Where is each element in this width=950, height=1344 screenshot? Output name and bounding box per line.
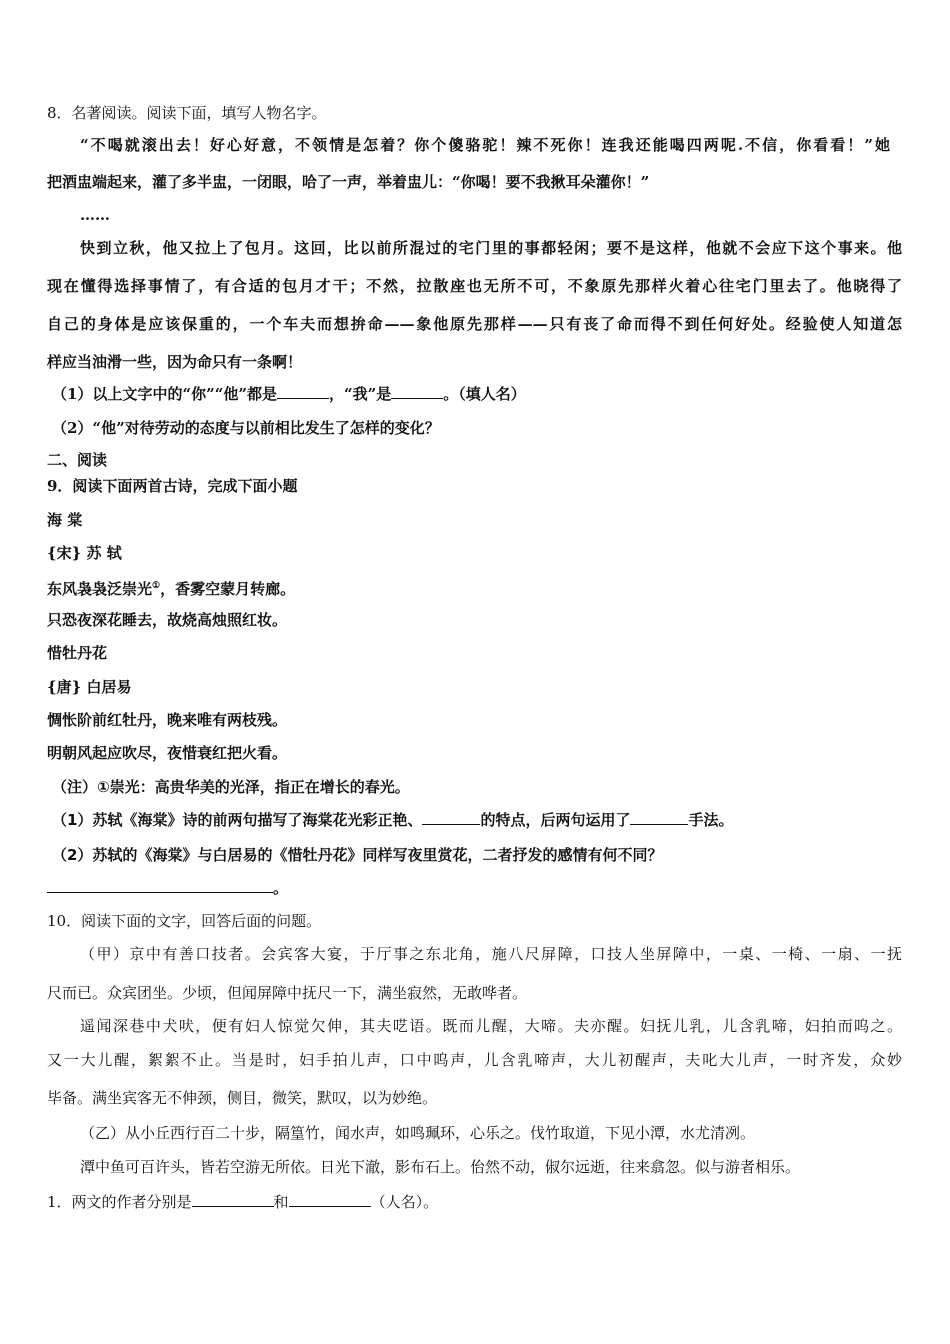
section-heading: 二、阅读 — [47, 451, 108, 469]
q9-subquestion-2: （2）苏轼的《海棠》与白居易的《惜牡丹花》同样写夜里赏花，二者抒发的感情有何不同？ — [52, 846, 663, 864]
answer-blank[interactable] — [422, 810, 480, 825]
q9-answer-line[interactable]: 。 — [47, 878, 288, 898]
q8-paragraph1-line1: “不喝就滚出去！好心好意，不领情是怎着？你个傻骆驼！辣不死你！连我还能喝四两呢.不信，你看看！”她 — [80, 136, 890, 154]
answer-blank[interactable] — [192, 1192, 274, 1207]
q8-paragraph2-line3: 自己的身体是应该保重的，一个车夫而想拚命——象他原先那样——只有丧了命而得不到任何好处。经验使人知道怎 — [47, 315, 902, 333]
poem1-author: {宋} 苏 轼 — [47, 544, 122, 562]
q10-passage-a-line4: 又一大儿醒，絮絮不止。当是时，妇手拍儿声，口中呜声，儿含乳啼声，大儿初醒声，夫叱大儿声，一时齐发，众妙 — [47, 1051, 902, 1069]
answer-blank[interactable] — [277, 384, 329, 399]
q9-subquestion-1: （1）苏轼《海棠》诗的前两句描写了海棠花光彩正艳、 的特点，后两句运用了 手法。 — [52, 811, 734, 829]
q10-passage-a-line1: （甲）京中有善口技者。会宾客大宴，于厅事之东北角，施八尺屏障，口技人坐屏障中，一桌、一椅、一扇、一抚 — [80, 945, 902, 963]
q8-paragraph2-line4: 样应当油滑一些，因为命只有一条啊！ — [47, 353, 303, 371]
q8-ellipsis: …… — [80, 206, 110, 224]
q8-paragraph2-line1: 快到立秋，他又拉上了包月。这回，比以前所混过的宅门里的事都轻闲；要不是这样，他就不会应下这个事来。他 — [80, 239, 902, 257]
poem2-title: 惜牡丹花 — [47, 644, 108, 662]
q10-passage-b-line2: 潭中鱼可百许头，皆若空游无所依。日光下澈，影布石上。佁然不动，俶尔远逝，往来翕忽。似与游者相乐。 — [80, 1158, 801, 1176]
q8-paragraph1-line2: 把酒盅端起来，灌了多半盅，一闭眼，哈了一声，举着盅儿：“你喝！要不我揪耳朵灌你！” — [47, 173, 650, 191]
q9-title: 9．阅读下面两首古诗，完成下面小题 — [47, 477, 298, 495]
answer-blank[interactable] — [391, 384, 443, 399]
footnote-mark: ① — [152, 581, 161, 591]
poem1-title: 海 棠 — [47, 511, 83, 529]
q10-passage-a-line3: 遥闻深巷中犬吠，便有妇人惊觉欠伸，其夫呓语。既而儿醒，大啼。夫亦醒。妇抚儿乳，儿含乳啼，妇拍而呜之。 — [80, 1017, 902, 1035]
answer-blank[interactable] — [630, 810, 688, 825]
poem2-line2: 明朝风起应吹尽，夜惜衰红把火看。 — [47, 744, 288, 762]
q9-note: （注）①崇光：高贵华美的光泽，指正在增长的春光。 — [52, 778, 410, 796]
poem1-line1: 东风袅袅泛崇光①，香雾空蒙月转廊。 — [47, 580, 296, 598]
q10-subquestion-1: 1．两文的作者分别是 和 （人名）。 — [47, 1193, 439, 1211]
q10-title: 10．阅读下面的文字，回答后面的问题。 — [47, 912, 322, 930]
q10-passage-a-line5: 毕备。满坐宾客无不伸颈，侧目，微笑，默叹，以为妙绝。 — [47, 1089, 438, 1107]
q8-subquestion-1: （1）以上文字中的“你”“他”都是 ，“我”是 。（填人名） — [52, 385, 526, 403]
poem2-author: {唐} 白居易 — [47, 678, 132, 696]
q8-title: 8．名著阅读。阅读下面，填写人物名字。 — [47, 104, 327, 122]
q8-subquestion-2: （2）“他”对待劳动的态度与以前相比发生了怎样的变化？ — [52, 419, 440, 437]
answer-blank[interactable] — [47, 878, 273, 893]
q10-passage-b-line1: （乙）从小丘西行百二十步，隔篁竹，闻水声，如鸣珮环，心乐之。伐竹取道，下见小潭，水尤清冽。 — [80, 1124, 756, 1142]
poem2-line1: 惆怅阶前红牡丹，晚来唯有两枝残。 — [47, 711, 288, 729]
poem1-line2: 只恐夜深花睡去，故烧高烛照红妆。 — [47, 611, 288, 629]
q10-passage-a-line2: 尺而已。众宾团坐。少顷，但闻屏障中抚尺一下，满坐寂然，无敢哗者。 — [47, 984, 528, 1002]
answer-blank[interactable] — [289, 1192, 371, 1207]
q8-paragraph2-line2: 现在懂得选择事情了，有合适的包月才干；不然，拉散座也无所不可，不象原先那样火着心往宅门里去了。他晓得了 — [47, 277, 902, 295]
